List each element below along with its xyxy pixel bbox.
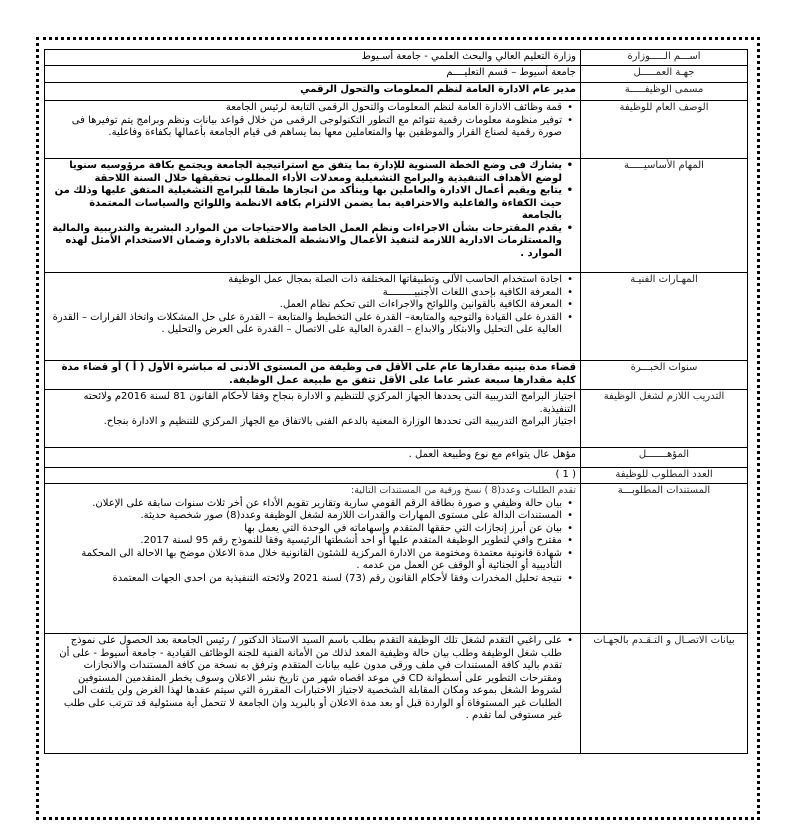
ministry-label: اســـم الـــــوزارة xyxy=(581,50,748,66)
row-general-description xyxy=(45,101,748,159)
required-count-label: العدد المطلوب للوظيفة xyxy=(581,468,748,484)
qualification-value: مؤهل عال يتواءم مع نوع وطبيعة العمل . xyxy=(45,448,581,468)
required-count-value: ( 1 ) xyxy=(45,468,581,484)
training-label: التدريب اللازم لشغل الوظيفة xyxy=(581,390,748,448)
row-contact xyxy=(45,634,748,754)
skill-item: • المعرفة الكافية بالقوانين واللوائح والاجراءات التى تحكم نظام العمل. xyxy=(49,299,562,312)
contact-value xyxy=(45,634,581,754)
row-ministry xyxy=(45,50,748,66)
experience-value: قضاء مدة بينيه مقدارها عام على الأقل فى وظيفة من المستوى الأدنى له مباشرة الأول ( أ ) أو قضاء مدة كلية مقدارها سبعة عشر عاما على الأقل تتفق مع طبيعة عمل الوظيفة. xyxy=(45,361,581,390)
main-tasks-label: المهام الأساسيـــــة xyxy=(581,159,748,273)
document-item: • نتيجة تحليل المخدرات وفقا لأحكام القانون رقم (73) لسنة 2021 ولائحته التنفيذية من احدى الجهات المعتمدة xyxy=(49,573,562,586)
row-training xyxy=(45,390,748,448)
document-item: • شهادة قانونية معتمدة ومختومة من الادارة المركزية للشئون القانونية خلال مدة الاعلان موضح بها الاحالة الى المحكمة التأديبية أو الجنائية أو الوقف عن العمل من عدمه . xyxy=(49,548,562,573)
contact-item: • على راغبي التقدم لشغل تلك الوظيفة التقدم بطلب باسم السيد الاستاذ الدكتور / رئيس الجامعة بعد الحصول على نموذج طلب شغل الوظيفة وطلب بيان حالة وظيفية المعد لذلك من الأمانة الفنية للجنة الوظائف القيادية - جامعة أسيوط - على أن تقدم باليد كافة المستندات في ملف ورقى مدون عليه بيانات المتقدم وترفق به نسخة من كافة المستندات والانجازات ومقترحات التطوير على أسطوانة CD في موعد اقصاه شهر من تاريخ نشر الاعلان وسوف يخطر المتقدمين المستوفين لشروط الشغل بموعد ومكان المقابلة الشخصية لاجتياز الاختبارات المقررة التي سيتم عقدها لهذا الغرض ولن يلتفت الى الطلبات غير المستوفاة أو الواردة قبل أو بعد مدة الاعلان أو بالبريد وان الجامعة لا تتحمل أية مسئولية قد تترتب على طلب غير مستوفى لما تقدم . xyxy=(49,635,562,723)
ministry-value: وزارة التعليم العالي والبحث العلمي - جامعة أسـيوط xyxy=(45,50,581,66)
row-experience xyxy=(45,361,748,390)
technical-skills-value xyxy=(45,273,581,361)
skill-item: • المعرفة الكافية بإحدى اللغات الأجنبيـــــــــة xyxy=(49,287,562,300)
job-title-label: مسمى الوظيفـــــة xyxy=(581,83,748,101)
row-documents xyxy=(45,484,748,634)
general-description-label: الوصف العام للوظيفة xyxy=(581,101,748,159)
training-value xyxy=(45,390,581,448)
row-job-title xyxy=(45,83,748,101)
document-item: • بيان حالة وظيفي و صورة بطاقة الرقم القومي سارية وتقارير تقويم الأداء عن أخر ثلاث سنوات سابقة على الإعلان. xyxy=(49,498,562,511)
main-tasks-value xyxy=(45,159,581,273)
training-line: اجتياز البرامج التدريبية التى تحددها الوزارة المعنية بالدعم الفنى بالاتفاق مع الجهاز المركزي للتنظيم و الادارة بنجاح. xyxy=(103,416,576,427)
qualification-label: المؤهـــــــل xyxy=(581,448,748,468)
general-description-item: • قمة وظائف الادارة العامة لنظم المعلومات والتحول الرقمى التابعة لرئيس الجامعة xyxy=(49,102,562,115)
entity-label: جهـة العمـــــل xyxy=(581,66,748,83)
contact-label: بيانات الاتصـال و التـقـدم بالجهـات xyxy=(581,634,748,754)
document-item: • بيان عن أبرز إنجازات التي حققها المتقدم وإسهاماته في الوحدة التي يعمل بها xyxy=(49,523,562,536)
row-technical-skills xyxy=(45,273,748,361)
documents-value xyxy=(45,484,581,634)
main-task-item: • يشارك فى وضع الخطة السنوية للإدارة بما يتفق مع استراتيجية الجامعة ويجتمع بكافة مرؤوسيه سنويا لوضع الأهداف التنفيذية والبرامج التشغيلية ومعدلات الأداء المطلوب تحقيقها خلال السنة اللاحقة xyxy=(49,160,562,185)
documents-label: المستندات المطلوبـــة xyxy=(581,484,748,634)
general-description-value xyxy=(45,101,581,159)
row-required-count xyxy=(45,468,748,484)
entity-value: جامعة أسيوط – قسم التعليــــم xyxy=(45,66,581,83)
main-task-item: • يقدم المقترحات بشأن الاجراءات ونظم العمل الخاصة والاحتياجات من الموارد البشرية والتدريبية والمالية والمستلزمات الادارية اللازمة لتنفيذ الأعمال والانشطة المختلفة بالادارة وضمان الاستخدام الأمثل لهذه الموارد . xyxy=(49,223,562,261)
row-entity xyxy=(45,66,748,83)
experience-label: سنوات الخبـــرة xyxy=(581,361,748,390)
document-item: • المستندات الدالة على مستوى المهارات والقدرات اللازمة لشغل الوظيفة وعدد(8) صور شخصية حديثة. xyxy=(49,510,562,523)
documents-intro: تقدم الطلبات وعدد(8 ) نسخ ورقية من المستندات التالية: xyxy=(351,485,576,496)
document-item: • مقترح وافي لتطوير الوظيفة المتقدم عليها أو احد أنشطتها الرئيسية وفقا للنموذج رقم 95 لسنة 2017. xyxy=(49,535,562,548)
skill-item: • القدرة على القيادة والتوجيه والمتابعة– القدرة على التخطيط والمتابعة – القدرة على حل المشكلات واتخاذ القرارات – القدرة العالية على التحليل والابتكار والابداع – القدرة العالية على الاتصال – القدرة على العرض والتحليل . xyxy=(49,312,562,337)
job-announcement-table xyxy=(44,49,748,754)
general-description-item: • توفير منظومة معلومات رقمية تتوائم مع التطور التكنولوجى الرقمى من خلال قواعد بيانات ونظم وبرامج يتم توفيرها فى صورة رقمية لصناع القرار والموظفين بها والمتعاملين معها بما يساهم فى قيام الجامعة بأعمالها بكفاءة وفاعلية. xyxy=(49,115,562,140)
main-task-item: • يتابع ويقيم أعمال الادارة والعاملين بها ويتأكد من انجازها طبقا للبرامج التشغيلية المتفق عليها وذلك من حيث الكفاءة والفاعلية والاحترافية بما يضمن الالتزام بكافة الانظمة واللوائح والسياسات المعتمدة بالجامعة xyxy=(49,185,562,223)
row-qualification xyxy=(45,448,748,468)
technical-skills-label: المهـارات الفنيـة xyxy=(581,273,748,361)
skill-item: • اجادة استخدام الحاسب الألى وتطبيقاتها المختلفة ذات الصلة بمجال عمل الوظيفة xyxy=(49,274,562,287)
training-line: اجتياز البرامج التدريبية التى يحددها الجهاز المركزي للتنظيم و الادارة بنجاح وفقا لأحكام القانون 81 لسنة 2016م ولائحته التنفيذية. xyxy=(83,391,576,415)
job-title-value: مدير عام الادارة العامة لنظم المعلومات والتحول الرقمي xyxy=(45,83,581,101)
row-main-tasks xyxy=(45,159,748,273)
